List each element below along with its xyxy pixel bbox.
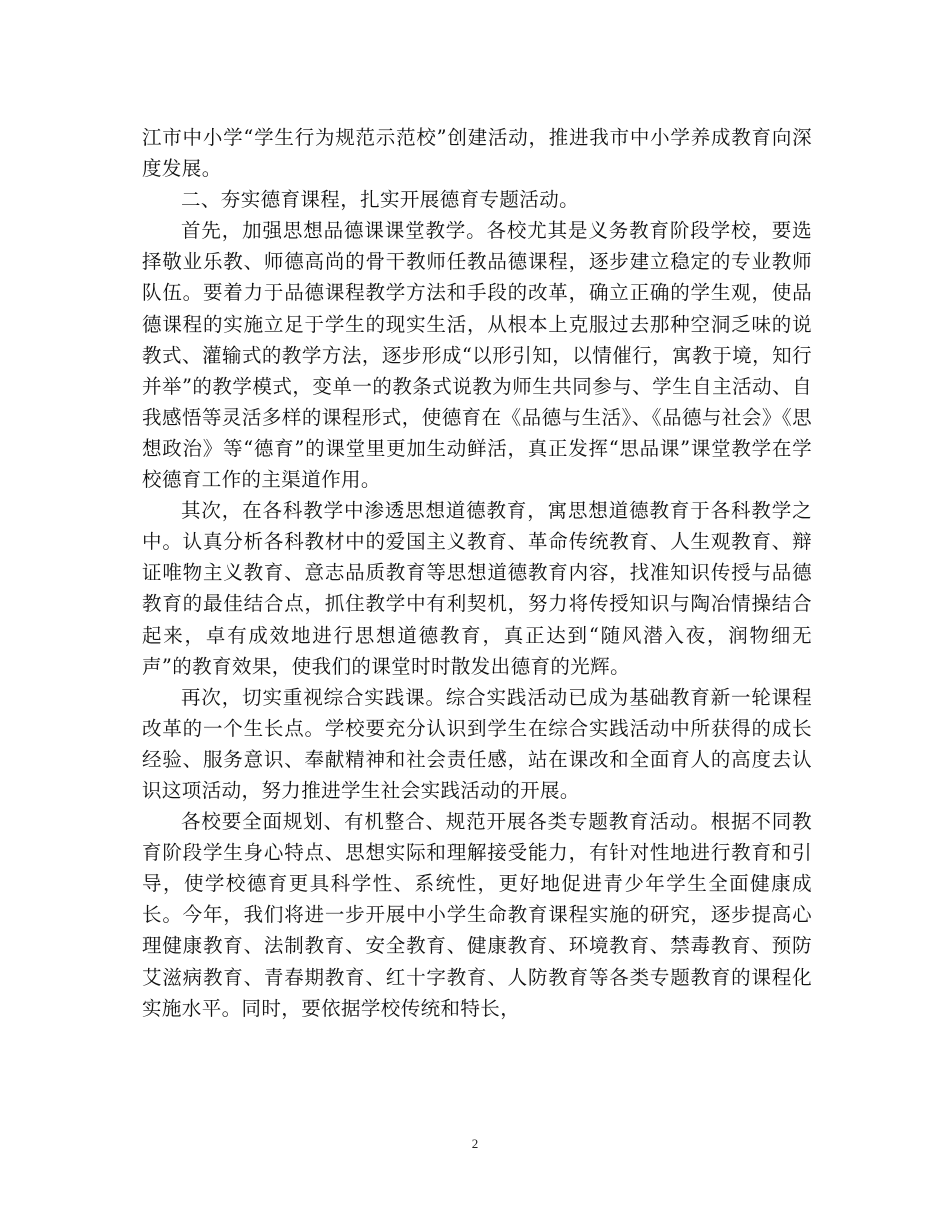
paragraph-continuation: 江市中小学“学生行为规范示范校”创建活动，推进我市中小学养成教育向深度发展。 (142, 126, 812, 181)
document-body (142, 122, 812, 1024)
paragraph-third: 再次，切实重视综合实践课。综合实践活动已成为基础教育新一轮课程改革的一个生长点。学校要充分认识到学生在综合实践活动中所获得的成长经验、服务意识、奉献精神和社会责任感，站在课改和全面育人的高度去认识这项活动，努力推进学生社会实践活动的开展。 (142, 685, 812, 802)
paragraph-fourth: 各校要全面规划、有机整合、规范开展各类专题教育活动。根据不同教育阶段学生身心特点、思想实际和理解接受能力，有针对性地进行教育和引导，使学校德育更具科学性、系统性，更好地促进青少年学生全面健康成长。今年，我们将进一步开展中小学生命教育课程实施的研究，逐步提高心理健康教育、法制教育、安全教育、健康教育、环境教育、禁毒教育、预防艾滋病教育、青春期教育、红十字教育、人防教育等各类专题教育的课程化实施水平。同时，要依据学校传统和特长， (142, 810, 812, 1020)
paragraph-second: 其次，在各科教学中渗透思想道德教育，寓思想道德教育于各科教学之中。认真分析各科教材中的爱国主义教育、革命传统教育、人生观教育、辩证唯物主义教育、意志品质教育等思想道德教育内容，找准知识传授与品德教育的最佳结合点，抓住教学中有利契机，努力将传授知识与陶冶情操结合起来，卓有成效地进行思想道德教育，真正达到“随风潜入夜，润物细无声”的教育效果，使我们的课堂时时散发出德育的光辉。 (142, 499, 812, 678)
section-heading: 二、夯实德育课程，扎实开展德育专题活动。 (181, 188, 580, 212)
page-number: 2 (471, 1136, 479, 1151)
paragraph-first: 首先，加强思想品德课课堂教学。各校尤其是义务教育阶段学校，要选择敬业乐教、师德高尚的骨干教师任教品德课程，逐步建立稳定的专业教师队伍。要着力于品德课程教学方法和手段的改革，确立正确的学生观，使品德课程的实施立足于学生的现实生活，从根本上克服过去那种空洞乏味的说教式、灌输式的教学方法，逐步形成“以形引知，以情催行，寓教于境，知行并举”的教学模式，变单一的教条式说教为师生共同参与、学生自主活动、自我感悟等灵活多样的课程形式，使德育在《品德与生活》、《品德与社会》《思想政治》等“德育”的课堂里更加生动鲜活，真正发挥“思品课”课堂教学在学校德育工作的主渠道作用。 (142, 219, 812, 492)
